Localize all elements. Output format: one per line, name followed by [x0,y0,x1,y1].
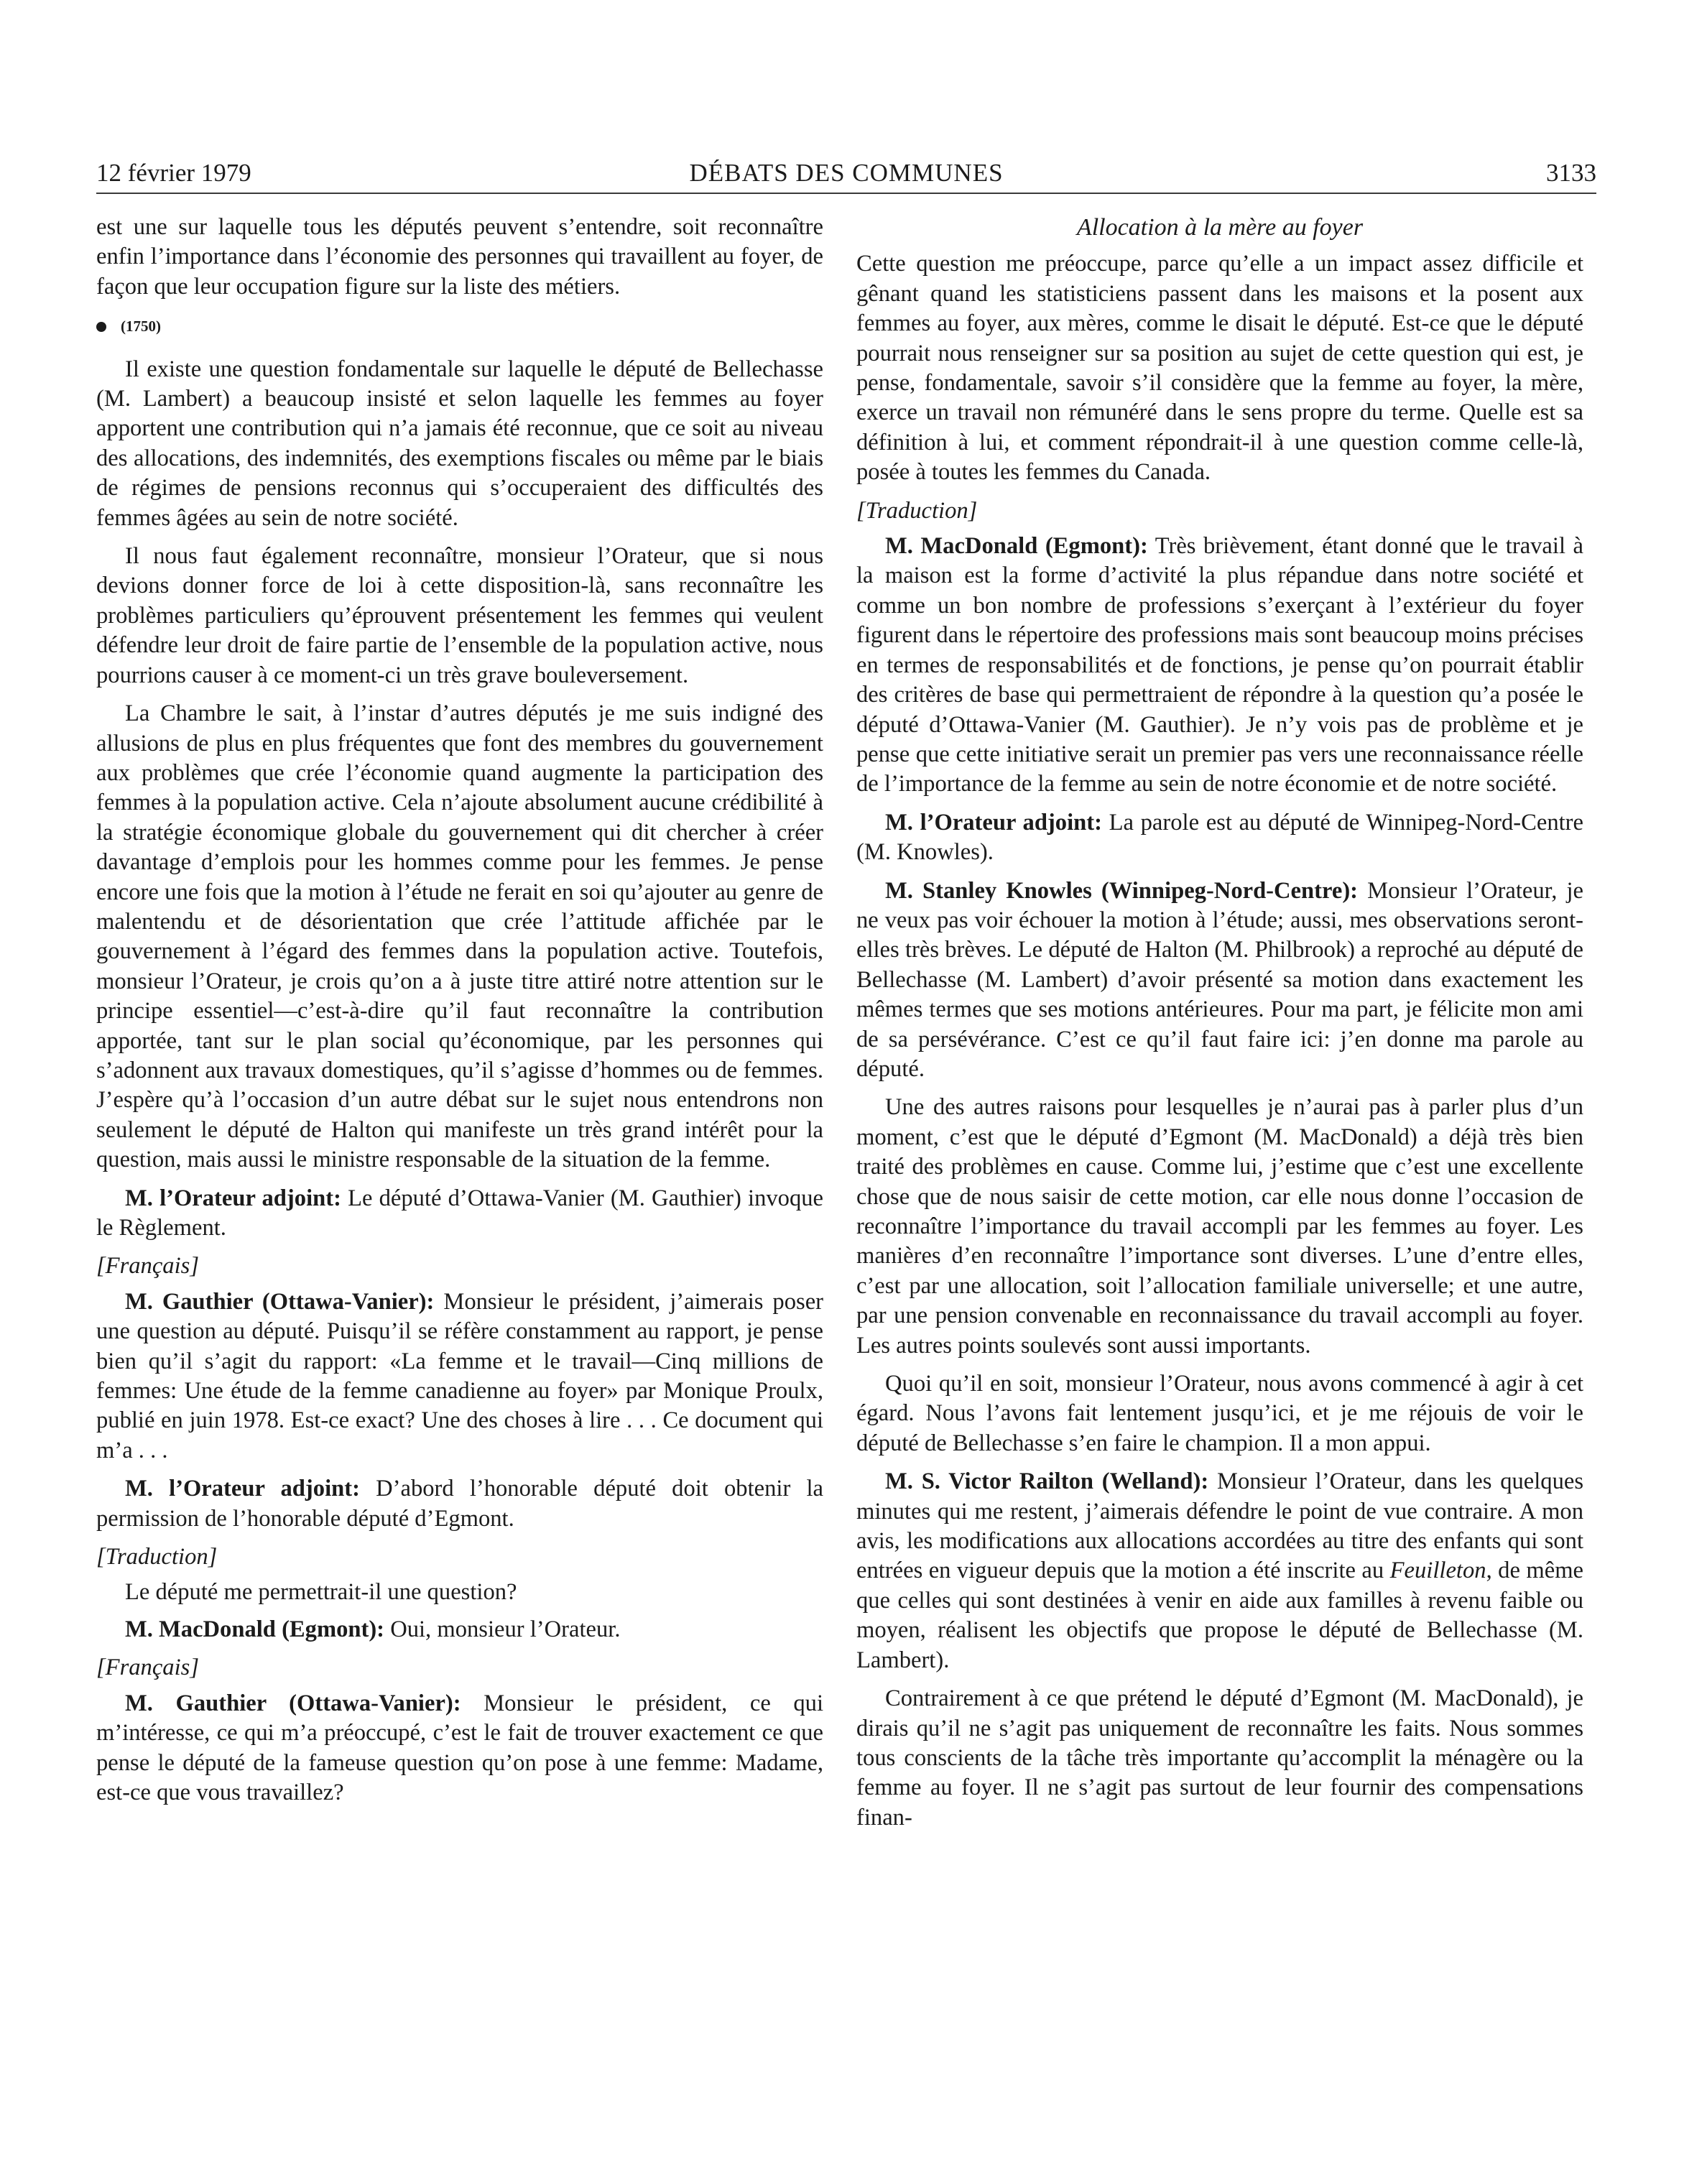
speech-text: , de même que celles qui sont destinées à venir en aide aux familles à revenu faible ou moyen, réalisent les objectifs que propose le député de Bellechasse (M. Lambert). [856,1558,1583,1673]
speech-text: Très brièvement, étant donné que le travail à la maison est la forme d’activité la plus répandue dans notre société et comme un bon nombre de professions s’exerçant à l’extérieur du foyer figurent dans le répertoire des professions mais sont beaucoup moins précises en termes de responsabilités et de fonctions, je pense qu’on pourrait établir des critères de base qui permettraient de répondre à la question qu’a posée le député d’Ottawa-Vanier (M. Gauthier). Je n’y vois pas de problème et je pense que cette initiative serait un premier pas vers une reconnaissance réelle de l’importance de la femme au sein de notre économie et de notre société. [856,533,1583,797]
speaker-name: M. Gauthier (Ottawa-Vanier): [125,1690,461,1716]
speech [96,1184,823,1244]
section-rubric: Allocation à la mère au foyer [1076,214,1364,241]
language-tag: [Français] [96,1655,199,1681]
paragraph: Contrairement à ce que prétend le député d’Egmont (M. MacDonald), je dirais qu’il ne s’agit pas uniquement de reconnaître les faits. Nous sommes tous conscients de la tâche très importante qu’accomplit la ménagère ou la femme au foyer. Il ne s’agit pas surtout de leur fournir des compensations finan- [856,1685,1583,1831]
time-marker [96,312,823,341]
page-header [96,154,1596,194]
language-tag: [Traduction] [856,497,978,524]
speaker-name: M. S. Victor Railton (Welland): [885,1468,1209,1495]
speech [856,1467,1583,1675]
speech-text: Monsieur l’Orateur, dans les quelques minutes qui me restent, j’aimerais défendre le point de vue contraire. A mon avis, les modifications aux allocations accordées au titre des enfants qui sont entrées en vigueur depuis que la motion a été inscrite au [856,1468,1583,1584]
speech [856,808,1583,868]
speech [96,1689,823,1808]
paragraph: Quoi qu’il en soit, monsieur l’Orateur, nous avons commencé à agir à cet égard. Nous l’avons fait lentement jusqu’ici, et je me réjouis de voir le député de Bellechasse s’en faire le champion. Il a mon appui. [856,1371,1583,1456]
speaker-name: M. MacDonald (Egmont): [885,533,1148,560]
language-tag: [Traduction] [96,1544,218,1570]
header-date: 12 février 1979 [96,159,251,187]
speech-text: La parole est au député de Winnipeg-Nord-Centre (M. Knowles). [856,809,1583,866]
speech-text: Monsieur le président, ce qui m’intéresse, ce qui m’a préoccupé, c’est le fait de trouver exactement ce que pense le député de la fameuse question qu’on pose à une femme: Madame, est-ce que vous travaillez? [96,1690,823,1805]
speaker-name: M. l’Orateur adjoint: [885,809,1102,836]
speech [856,876,1583,1085]
speaker-name: M. Stanley Knowles (Winnipeg-Nord-Centre): [885,877,1359,904]
speaker-name: M. Gauthier (Ottawa-Vanier): [125,1288,435,1315]
speaker-name: M. l’Orateur adjoint: [125,1476,360,1502]
speech-text: D’abord l’honorable député doit obtenir la permission de l’honorable député d’Egmont. [96,1476,823,1532]
paragraph: La Chambre le sait, à l’instar d’autres députés je me suis indigné des allusions de plus en plus fréquentes que font des membres du gouvernement aux problèmes que crée l’économie quand augmente la participation des femmes à la population active. Cela n’ajoute absolument aucune crédibilité à la stratégie économique globale du gouvernement qui dit chercher à créer davantage d’emplois pour les hommes comme pour les femmes. Je pense encore une fois que la motion à l’étude ne ferait en soi qu’ajouter au genre de malentendu et de désorientation que crée l’attitude affichée par le gouvernement à l’égard des femmes dans la population active. Toutefois, monsieur l’Orateur, je crois qu’on a à juste titre attiré notre attention sur le principe essentiel—c’est-à-dire qu’il faut reconnaître la contribution apportée, tant sur le plan social qu’économique, par les personnes qui s’adonnent aux travaux domestiques, qu’il s’agisse d’hommes ou de femmes. J’espère qu’à l’occasion d’un autre débat sur le sujet nous entendrons non seulement le député de Halton qui manifeste un très grand intérêt pour la question, mais aussi le ministre responsable de la situation de la femme. [96,700,823,1173]
speech [96,1615,823,1644]
speaker-name: M. l’Orateur adjoint: [125,1185,341,1211]
speech-text: Monsieur le président, j’aimerais poser une question au député. Puisqu’il se réfère constamment au rapport, je pense bien qu’il s’agit du rapport: «La femme et le travail—Cinq millions de femmes: Une étude de la femme canadienne au foyer» par Monique Proulx, publié en juin 1978. Est-ce exact? Une des choses à lire . . . Ce document qui m’a . . . [96,1288,823,1463]
speech-text: Le député d’Ottawa-Vanier (M. Gauthier) invoque le Règlement. [96,1185,823,1241]
page-number: 3133 [1546,159,1596,187]
bullet-icon [96,322,106,332]
paragraph: Il existe une question fondamentale sur laquelle le député de Bellechasse (M. Lambert) a beaucoup insisté et selon laquelle les femmes au foyer apportent une contribution qui n’a jamais été reconnue, que ce soit au niveau des allocations, des indemnités, des exemptions fiscales ou même par le biais de régimes de pensions reconnus qui s’occuperaient des difficultés des femmes âgées au sein de notre société. [96,356,823,531]
language-tag: [Français] [96,1253,199,1280]
left-column [96,213,823,2152]
paragraph: Il nous faut également reconnaître, monsieur l’Orateur, que si nous devions donner force de loi à cette disposition-là, sans reconnaître les problèmes particuliers qu’éprouvent présentement les femmes qui veulent défendre leur droit de faire partie de l’ensemble de la population active, nous pourrions causer à ce moment-ci un très grave bouleversement. [96,543,823,688]
paragraph: Cette question me préoccupe, parce qu’elle a un impact assez difficile et gênant quand les statisticiens passent dans les maisons et la posent aux femmes au foyer, aux mères, comme le disait le député. Est-ce que le député pourrait nous renseigner sur sa position au sujet de cette question qui est, je pense, fondamentale, savoir s’il considère que la femme au foyer, la mère, exerce un travail non rémunéré dans le sens propre du terme. Quelle est sa définition à lui, et comment répondrait-il à une question comme celle-là, posée à toutes les femmes du Canada. [856,251,1583,486]
time-marker-label: (1750) [121,318,161,336]
italic-term: Feuilleton [1389,1558,1486,1584]
header-title: DÉBATS DES COMMUNES [689,159,1004,187]
paragraph: est une sur laquelle tous les députés peuvent s’entendre, soit reconnaître enfin l’importance dans l’économie des personnes qui travaillent au foyer, de façon que leur occupation figure sur la liste des métiers. [96,214,823,300]
speech-text: Oui, monsieur l’Orateur. [384,1616,621,1642]
speech [856,532,1583,800]
right-column [856,213,1583,2152]
paragraph: Le député me permettrait-il une question? [125,1579,517,1606]
speech-text: Monsieur l’Orateur, je ne veux pas voir échouer la motion à l’étude; aussi, mes observations seront-elles très brèves. Le député de Halton (M. Philbrook) a reproché au député de Bellechasse (M. Lambert) d’avoir présenté sa motion dans exactement les mêmes termes que ses motions antérieures. Pour ma part, je félicite mon ami de sa persévérance. C’est ce qu’il faut faire ici: j’en donne ma parole au député. [856,877,1583,1082]
paragraph: Une des autres raisons pour lesquelles je n’aurai pas à parler plus d’un moment, c’est que le député d’Egmont (M. MacDonald) a déjà très bien traité des problèmes en cause. Comme lui, j’estime que c’est une excellente chose que de nous saisir de cette motion, car elle nous donne l’occasion de reconnaître l’importance du travail accompli par les femmes au foyer. Les manières d’en reconnaître l’importance sont diverses. L’une d’entre elles, c’est par une allocation, soit l’allocation familiale universelle; et une autre, par une pension convenable en reconnaissance du travail accompli au foyer. Les autres points soulevés sont aussi importants. [856,1094,1583,1359]
speaker-name: M. MacDonald (Egmont): [125,1616,385,1642]
speech [96,1474,823,1534]
speech [96,1287,823,1466]
